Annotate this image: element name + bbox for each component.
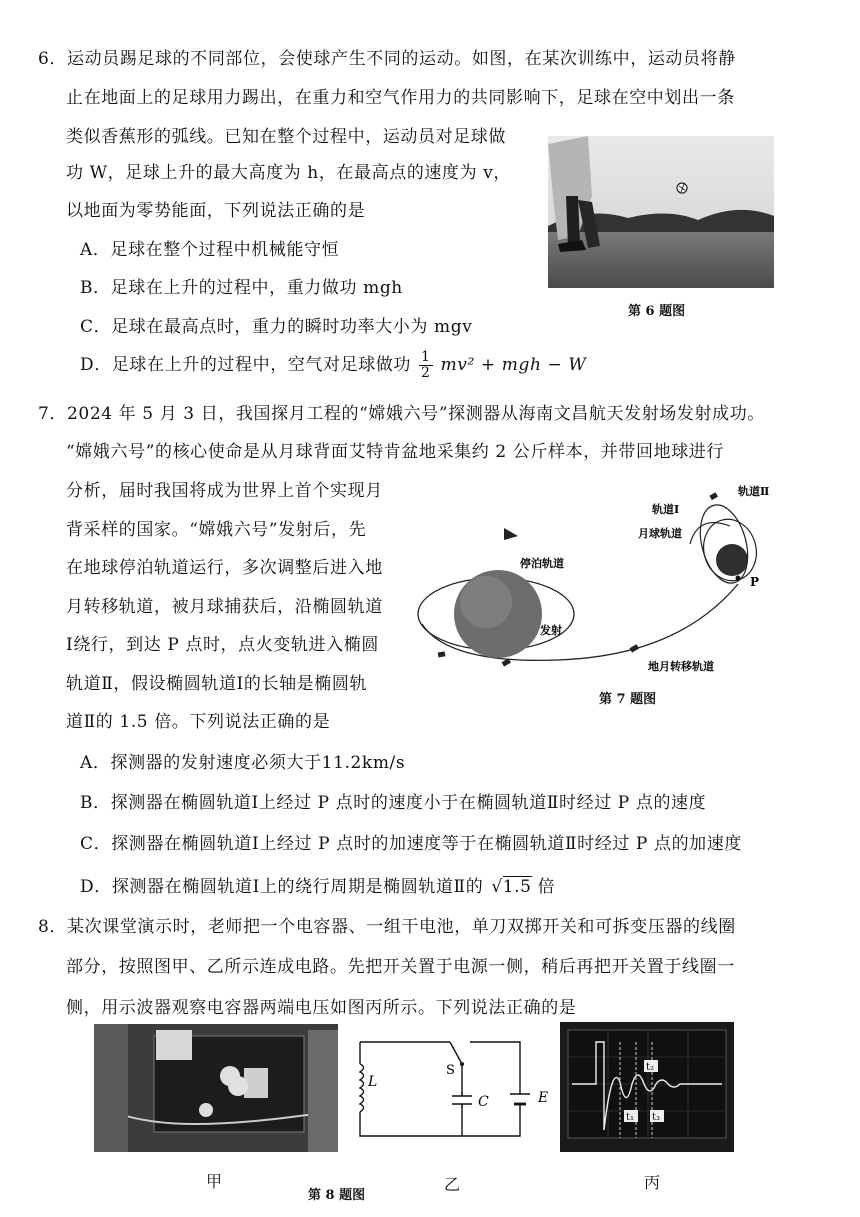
label-jia: 甲 xyxy=(206,1172,223,1191)
label-lunar-orbit: 月球轨道 xyxy=(638,527,682,540)
q8-photo-jia xyxy=(94,1024,338,1152)
q6-option-a: A．足球在整个过程中机械能守恒 xyxy=(80,240,340,260)
orbit-1 xyxy=(692,500,755,589)
q7-line-7: Ⅰ绕行，到达 P 点时，点火变轨进入椭圆 xyxy=(66,635,379,655)
label-bing: 丙 xyxy=(644,1173,661,1192)
label-t2: t₂ xyxy=(646,1062,655,1073)
inductor-icon xyxy=(360,1064,364,1112)
q7-option-a: A．探测器的发射速度必须大于11.2km/s xyxy=(80,753,406,773)
q7-option-d-suffix: 倍 xyxy=(537,877,556,897)
q6-option-d-text: D．足球在上升的过程中，空气对足球做功 xyxy=(80,355,412,375)
oscilloscope-screen xyxy=(560,1022,734,1152)
q7-line-4: 背采样的国家。“嫦娥六号”发射后，先 xyxy=(66,520,367,540)
football-photo-image xyxy=(548,136,774,288)
fraction xyxy=(419,350,433,381)
q6-line-4: 功 W，足球上升的最大高度为 h，在最高点的速度为 v， xyxy=(66,163,512,183)
q7-line-1: 7．2024 年 5 月 3 日，我国探月工程的“嫦娥六号”探测器从海南文昌航天发射场发射成功。 xyxy=(38,404,765,424)
q8-oscilloscope xyxy=(560,1022,734,1152)
q6-line-3: 类似香蕉形的弧线。已知在整个过程中，运动员对足球做 xyxy=(66,127,506,147)
q8-line-3: 侧，用示波器观察电容器两端电压如图丙所示。下列说法正确的是 xyxy=(66,998,577,1018)
q8-circuit-diagram xyxy=(350,1034,560,1144)
q7-caption: 第 7 题图 xyxy=(599,692,657,707)
label-yi: 乙 xyxy=(444,1175,461,1194)
fraction-denominator: 2 xyxy=(421,365,431,381)
label-orbit-1: 轨道Ⅰ xyxy=(652,503,680,516)
q7-option-c: C．探测器在椭圆轨道Ⅰ上经过 P 点时的加速度等于在椭圆轨道Ⅱ时经过 P 点的加速度 xyxy=(80,834,742,854)
q8-caption: 第 8 题图 xyxy=(308,1188,366,1203)
label-e: E xyxy=(538,1090,549,1106)
label-orbit-2: 轨道Ⅱ xyxy=(738,485,770,498)
label-c: C xyxy=(478,1094,489,1110)
label-point-p: P xyxy=(750,575,760,589)
label-s: S xyxy=(446,1063,455,1078)
moon-icon xyxy=(716,544,748,576)
label-transfer: 地月转移轨道 xyxy=(648,660,714,673)
q6-option-d-formula: mv² + mgh − W xyxy=(440,355,587,375)
q6-line-1: 6．运动员踢足球的不同部位，会使球产生不同的运动。如图，在某次训练中，运动员将静 xyxy=(38,49,736,69)
sqrt-expression: √1.5 xyxy=(491,877,532,897)
q7-line-9: 道Ⅱ的 1.5 倍。下列说法正确的是 xyxy=(66,712,331,732)
capacitor-icon xyxy=(452,1092,472,1108)
q7-option-d-text: D．探测器在椭圆轨道Ⅰ上的绕行周期是椭圆轨道Ⅱ的 xyxy=(80,877,484,897)
q7-option-b: B．探测器在椭圆轨道Ⅰ上经过 P 点时的速度小于在椭圆轨道Ⅱ时经过 P 点的速度 xyxy=(80,793,707,813)
q8-line-2: 部分，按照图甲、乙所示连成电路。先把开关置于电源一侧，稍后再把开关置于线圈一 xyxy=(66,957,735,977)
q7-line-5: 在地球停泊轨道运行，多次调整后进入地 xyxy=(66,558,383,578)
q6-photo xyxy=(548,136,774,288)
q6-line-2: 止在地面上的足球用力踢出，在重力和空气作用力的共同影响下，足球在空中划出一条 xyxy=(66,88,735,108)
lunar-orbit xyxy=(690,523,730,544)
q6-option-c: C．足球在最高点时，重力的瞬时功率大小为 mgv xyxy=(80,317,473,337)
label-t1: t₁ xyxy=(626,1112,635,1123)
label-launch: 发射 xyxy=(540,624,562,637)
q7-line-2: “嫦娥六号”的核心使命是从月球背面艾特肯盆地采集约 2 公斤样本，并带回地球进行 xyxy=(66,442,725,462)
label-l: L xyxy=(368,1074,378,1090)
q6-caption: 第 6 题图 xyxy=(628,304,686,319)
q7-line-3: 分析，届时我国将成为世界上首个实现月 xyxy=(66,481,383,501)
sqrt-radicand: 1.5 xyxy=(502,877,532,897)
q7-orbit-diagram xyxy=(408,474,780,684)
battery-icon xyxy=(510,1094,530,1104)
fraction-numerator: 1 xyxy=(421,349,431,365)
q6-option-b: B．足球在上升的过程中，重力做功 mgh xyxy=(80,278,403,298)
q7-line-8: 轨道Ⅱ，假设椭圆轨道Ⅰ的长轴是椭圆轨 xyxy=(66,674,368,694)
q8-line-1: 8．某次课堂演示时，老师把一个电容器、一组干电池，单刀双掷开关和可拆变压器的线圈 xyxy=(38,917,736,937)
q6-line-5: 以地面为零势能面，下列说法正确的是 xyxy=(66,201,366,221)
label-t3: t₃ xyxy=(652,1112,661,1123)
q6-option-d xyxy=(80,350,586,381)
lab-apparatus-image xyxy=(94,1024,338,1152)
q7-option-d xyxy=(80,872,555,897)
q7-line-6: 月转移轨道，被月球捕获后，沿椭圆轨道 xyxy=(66,597,383,617)
label-parking: 停泊轨道 xyxy=(520,557,564,570)
